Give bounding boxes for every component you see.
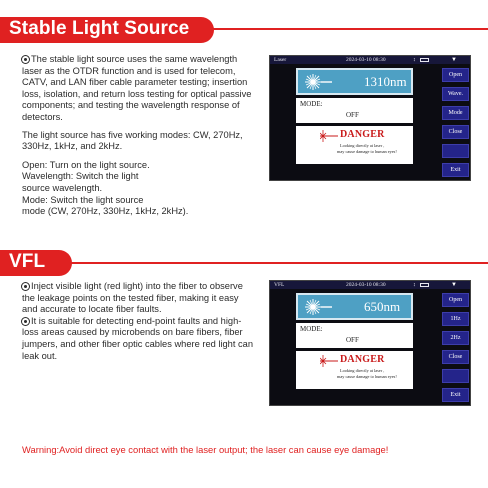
danger-panel	[296, 126, 413, 164]
screen-button-blank[interactable]	[442, 144, 469, 158]
bullet-circle-icon	[22, 283, 29, 290]
list-line: source wavelength.	[22, 182, 103, 193]
section-title-banner	[0, 250, 72, 276]
section-title: VFL	[9, 251, 46, 272]
screen-button-2hz[interactable]: 2Hz	[442, 331, 469, 345]
status-bar	[270, 56, 470, 64]
mode-panel	[296, 323, 413, 348]
danger-text: Looking directly at laser ,	[340, 368, 385, 373]
function-list	[22, 160, 254, 218]
device-screen-vfl	[269, 280, 471, 406]
screen-button-close[interactable]: Close	[442, 125, 469, 139]
battery-icon	[420, 283, 429, 287]
device-screen-laser	[269, 55, 471, 181]
danger-text: may cause damage to human eyes!	[337, 374, 397, 379]
status-bar	[270, 281, 470, 289]
screen-button-wavelength[interactable]: Wave.	[442, 87, 469, 101]
screen-button-open[interactable]: Open	[442, 293, 469, 307]
footer-warning: Warning:Avoid direct eye contact with the laser output; the laser can cause eye damage!	[22, 444, 389, 455]
danger-panel	[296, 351, 413, 389]
screen-button-1hz[interactable]: 1Hz	[442, 312, 469, 326]
danger-title: DANGER	[340, 129, 385, 140]
section-divider-line	[0, 262, 488, 264]
screen-button-exit[interactable]: Exit	[442, 163, 469, 177]
screen-button-exit[interactable]: Exit	[442, 388, 469, 402]
warning-laser-icon	[320, 130, 339, 143]
paragraph	[22, 54, 254, 124]
mode-value: OFF	[346, 336, 359, 344]
paragraph-text: The stable light source uses the same wavelength laser as the OTDR function and is used for telecom, CATV, and LAN fiber cable parameter testing; insertion loss, isolation, and return loss testing for optical passive components; and testing the wavelength response of detectors.	[22, 54, 252, 122]
mode-panel	[296, 98, 413, 123]
screen-datetime: 2024-03-10 08:30	[346, 57, 386, 63]
screen-button-blank[interactable]	[442, 369, 469, 383]
list-line: Wavelength: Switch the light	[22, 171, 139, 182]
paragraph-text: It is suitable for detecting end-point faults and high-loss areas caused by microbends on bare fibers, fiber jumpers, and other fiber optic cables where red light can leak out.	[22, 315, 253, 361]
danger-text: Looking directly at laser ,	[340, 143, 385, 148]
danger-text: may cause damage to human eyes!	[337, 149, 397, 154]
mode-value: OFF	[346, 111, 359, 119]
wavelength-value: 650nm	[364, 299, 401, 314]
dropdown-arrow-icon[interactable]: ▼	[451, 57, 457, 63]
laser-burst-icon	[303, 72, 339, 92]
bullet-circle-icon	[22, 56, 29, 63]
screen-datetime: 2024-03-10 08:30	[346, 282, 386, 288]
screen-mode-name: Laser	[274, 57, 287, 63]
battery-icon	[420, 58, 429, 62]
screen-mode-name: VFL	[274, 282, 285, 288]
wavelength-panel	[296, 293, 413, 320]
paragraph	[22, 281, 256, 316]
paragraph: The light source has five working modes: CW, 270Hz, 330Hz, 1kHz, and 2kHz.	[22, 129, 243, 152]
usb-icon: ↕	[413, 57, 416, 63]
screen-button-mode[interactable]: Mode	[442, 106, 469, 120]
danger-title: DANGER	[340, 354, 385, 365]
section-title: Stable Light Source	[9, 18, 190, 39]
paragraph	[22, 316, 256, 362]
section-title-banner	[0, 17, 214, 43]
mode-label: MODE:	[300, 100, 323, 108]
mode-label: MODE:	[300, 325, 323, 333]
screen-button-close[interactable]: Close	[442, 350, 469, 364]
screen-button-open[interactable]: Open	[442, 68, 469, 82]
dropdown-arrow-icon[interactable]: ▼	[451, 282, 457, 288]
warning-laser-icon	[320, 355, 339, 368]
bullet-circle-icon	[22, 318, 29, 325]
wavelength-value: 1310nm	[364, 74, 407, 89]
paragraph-text: Inject visible light (red light) into the fiber to observe the leakage points on the tested fiber, making it easy and accurate to locate fiber faults.	[22, 281, 243, 315]
usb-icon: ↕	[413, 282, 416, 288]
laser-burst-icon	[303, 297, 339, 317]
wavelength-panel	[296, 68, 413, 95]
section-description	[22, 54, 254, 218]
list-line: Mode: Switch the light source	[22, 194, 144, 205]
section-description	[22, 281, 256, 362]
list-line: mode (CW, 270Hz, 330Hz, 1kHz, 2kHz).	[22, 206, 189, 217]
list-line: Open: Turn on the light source.	[22, 159, 150, 170]
